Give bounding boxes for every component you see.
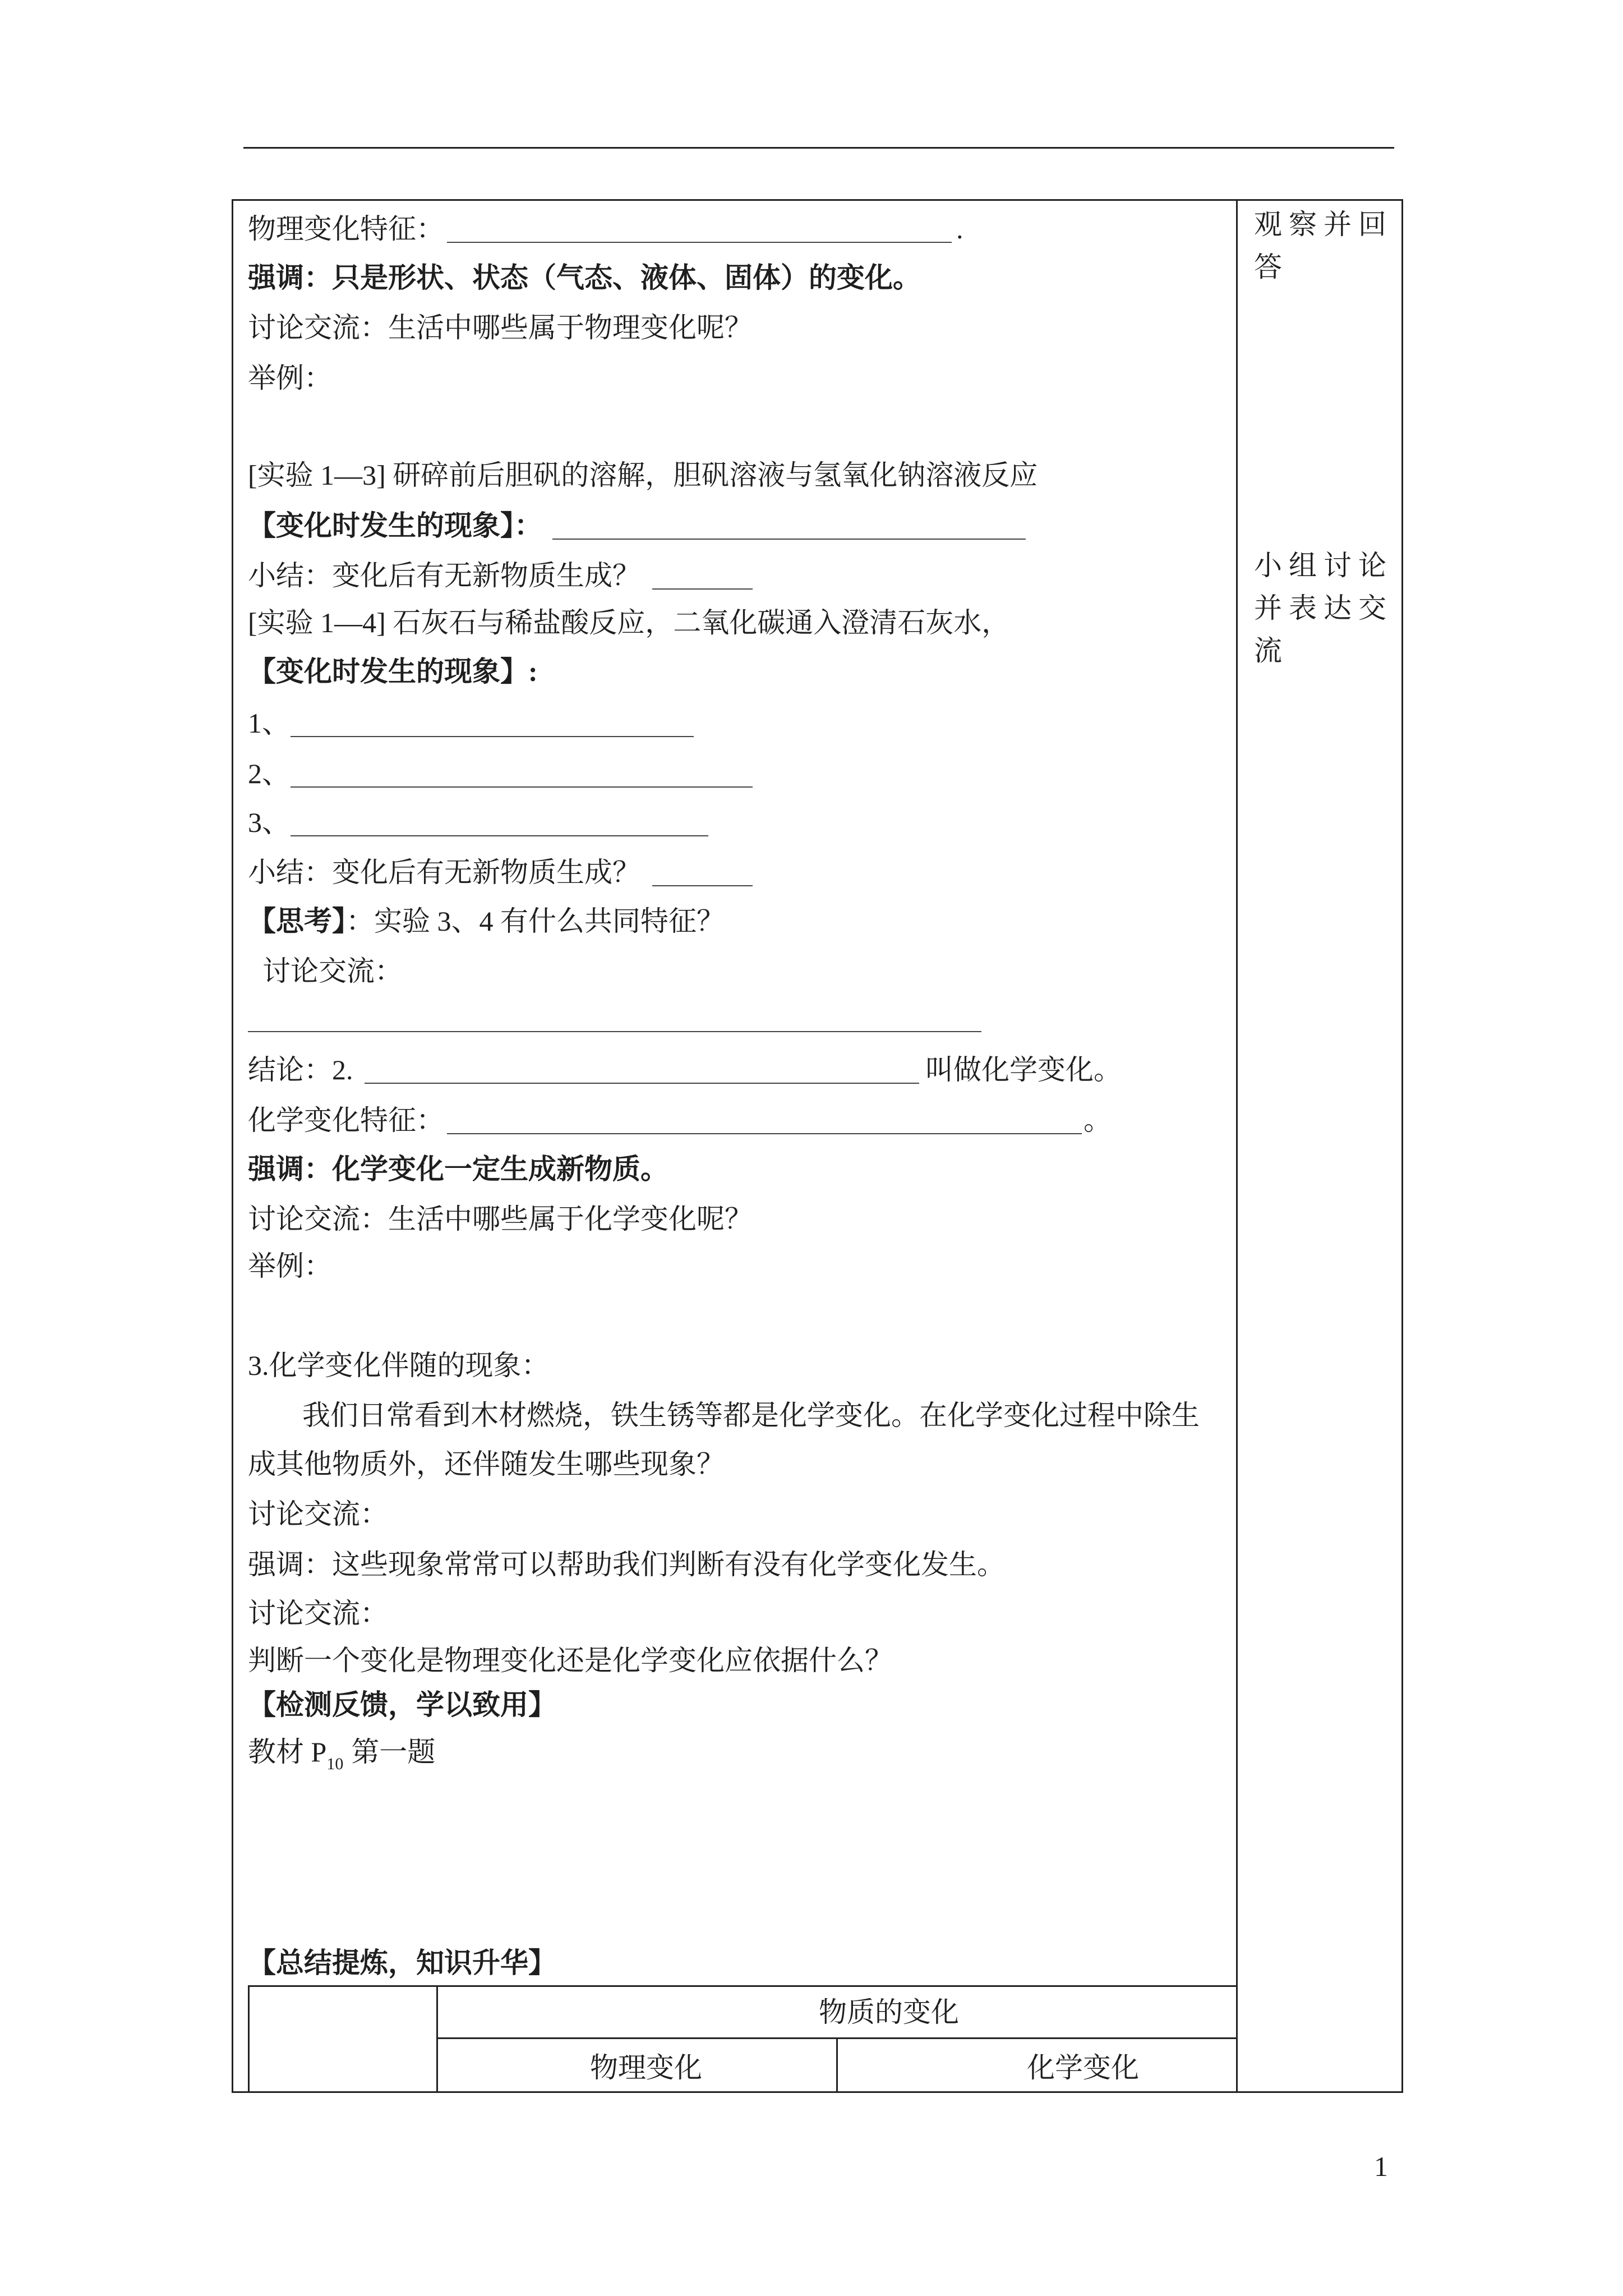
summary-question-2: 小结：变化后有无新物质生成？ [248, 857, 640, 888]
phenomenon-label-1: 【变化时发生的现象】： [248, 510, 542, 541]
discussion-label-5: 讨论交流： [248, 1598, 388, 1629]
summary-heading: 【总结提炼，知识升华】 [248, 1947, 556, 1978]
chemical-change-feature-blank [447, 1103, 1082, 1134]
example-label-2: 举例： [248, 1250, 332, 1282]
conclusion-suffix: 叫做化学变化。 [925, 1054, 1122, 1085]
phenomenon-item-1: 1、 [248, 707, 290, 739]
criterion-question: 判断一个变化是物理变化还是化学变化应依据什么？ [248, 1645, 893, 1676]
column-divider [1236, 199, 1238, 2093]
phenomenon-item-blank-2 [291, 756, 753, 788]
summary-question-1: 小结：变化后有无新物质生成？ [248, 560, 640, 591]
paragraph-line-1: 我们日常看到木材燃烧，铁生锈等都是化学变化。在化学变化过程中除生 [302, 1400, 1200, 1431]
chemical-change-feature-label: 化学变化特征： [248, 1105, 444, 1136]
physical-change-feature-label: 物理变化特征： [248, 213, 444, 245]
phenomenon-label-2: 【变化时发生的现象】: [248, 656, 538, 687]
think-question [248, 904, 725, 938]
discussion-label-4: 讨论交流： [248, 1498, 388, 1530]
think-text: ：实验 3、4 有什么共同特征？ [346, 905, 725, 937]
side-note-discuss: 小组讨论并表达交流 [1254, 550, 1393, 666]
experiment-1-4: [实验 1—4] 石灰石与稀盐酸反应，二氧化碳通入澄清石灰水， [248, 607, 1010, 638]
physical-change-feature-blank [447, 211, 952, 243]
phenomenon-item-2: 2、 [248, 758, 290, 789]
feedback-heading: 【检测反馈，学以致用】 [248, 1689, 556, 1720]
textbook-prefix: 教材 P [248, 1736, 327, 1768]
summary-table-col-physical: 物理变化 [590, 2052, 702, 2083]
page-number: 1 [1374, 2151, 1388, 2182]
discussion-answer-blank [248, 1001, 981, 1032]
textbook-page-subscript: 10 [326, 1755, 344, 1773]
side-note-observe: 观察并回答 [1254, 209, 1393, 283]
summary-blank-2 [652, 855, 753, 886]
emphasis-phenomena: 强调：这些现象常常可以帮助我们判断有没有化学变化发生。 [248, 1549, 1005, 1580]
physical-change-feature-suffix: . [956, 213, 963, 245]
summary-table-col-chemical: 化学变化 [1027, 2052, 1139, 2083]
summary-table-col-divider-2 [836, 2037, 838, 2093]
experiment-1-3: [实验 1—3] 研碎前后胆矾的溶解，胆矾溶液与氢氧化钠溶液反应 [248, 459, 1038, 491]
textbook-exercise [248, 1734, 436, 1773]
chemical-change-feature-suffix: 。 [1083, 1105, 1112, 1136]
section-3-title: 3.化学变化伴随的现象： [248, 1350, 550, 1381]
summary-table-col-divider-1 [436, 1985, 438, 2093]
phenomenon-item-blank-1 [291, 706, 694, 737]
paragraph-line-2: 成其他物质外，还伴随发生哪些现象？ [248, 1448, 725, 1480]
think-tag: 【思考】 [248, 905, 346, 937]
summary-blank-1 [652, 558, 753, 590]
conclusion-label: 结论：2. [248, 1054, 353, 1085]
header-rule [243, 147, 1394, 149]
phenomenon-item-blank-3 [291, 805, 708, 836]
conclusion-blank [365, 1052, 919, 1084]
summary-table-header: 物质的变化 [819, 1996, 959, 2028]
discussion-physical: 讨论交流：生活中哪些属于物理变化呢？ [248, 312, 753, 343]
emphasis-physical: 强调：只是形状、状态（气态、液体、固体）的变化。 [248, 262, 921, 293]
discussion-label-2: 讨论交流： [262, 955, 403, 987]
phenomenon-blank-1 [552, 508, 1026, 540]
textbook-suffix: 第一题 [351, 1736, 436, 1768]
example-label-1: 举例： [248, 362, 332, 394]
phenomenon-item-3: 3、 [248, 807, 290, 838]
discussion-chemical: 讨论交流：生活中哪些属于化学变化呢？ [248, 1203, 753, 1235]
emphasis-chemical: 强调：化学变化一定生成新物质。 [248, 1153, 668, 1185]
